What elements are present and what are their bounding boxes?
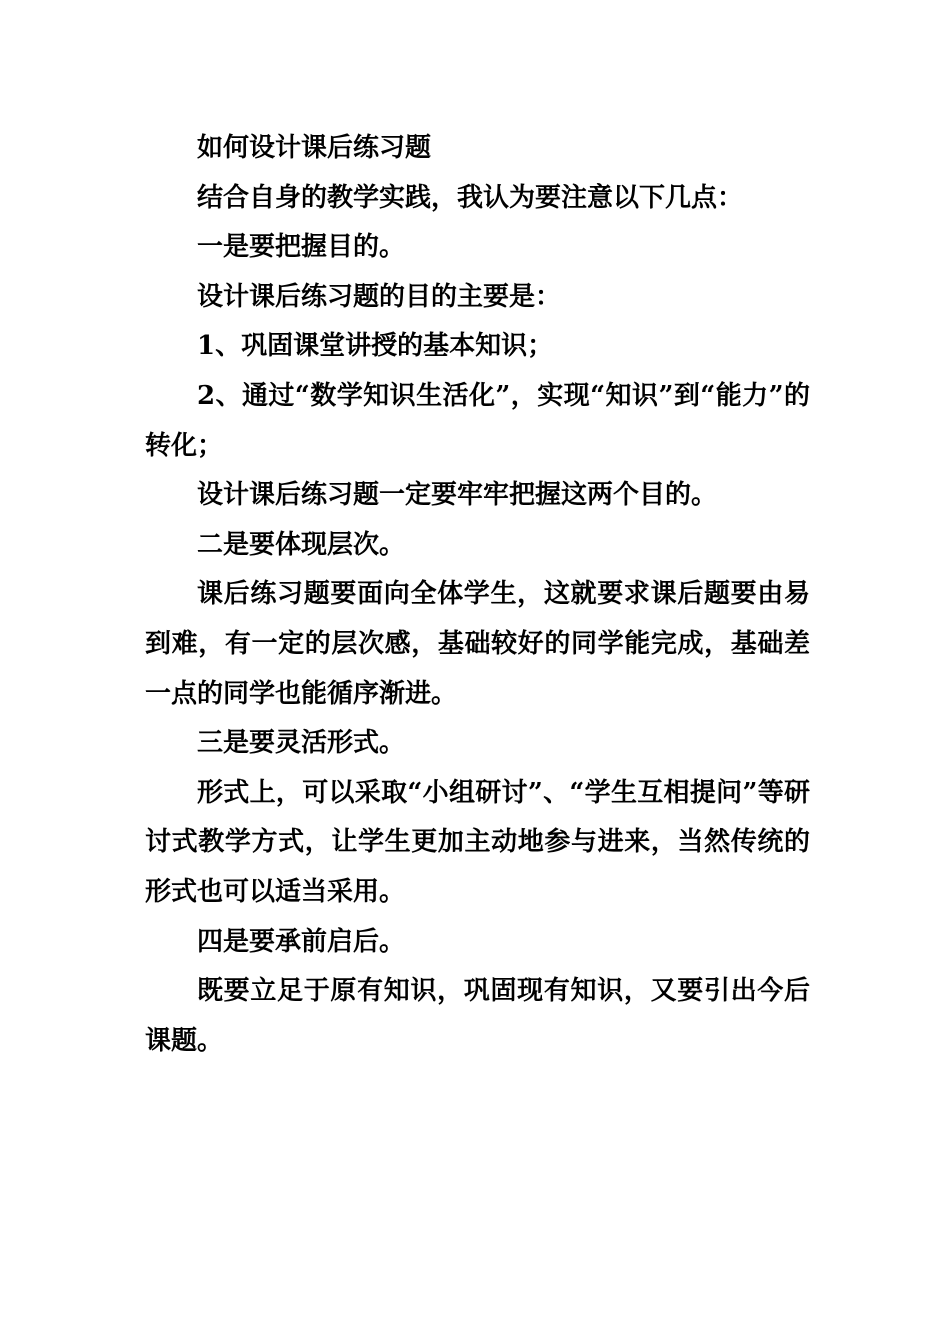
- document-title: 如何设计课后练习题: [197, 133, 432, 163]
- list-item-2: 2、通过“数学知识生活化”，实现“知识”到“能力”的转化；: [145, 380, 810, 461]
- heading-point-one: 一是要把握目的。: [197, 232, 406, 263]
- heading-point-four: 四是要承前启后。: [197, 926, 406, 957]
- paragraph-intro: 结合自身的教学实践，我认为要注意以下几点：: [197, 182, 744, 213]
- paragraph-continuity: 既要立足于原有知识，巩固现有知识，又要引出今后课题。: [145, 976, 810, 1056]
- heading-point-three: 三是要灵活形式。: [197, 728, 406, 759]
- paragraph-forms: 形式上，可以采取“小组研讨”、“学生互相提问”等研讨式教学方式，让学生更加主动地参与进来，当然传统的形式也可以适当采用。: [145, 777, 810, 907]
- paragraph-purpose-summary: 设计课后练习题一定要牢牢把握这两个目的。: [197, 480, 718, 511]
- paragraph-purpose: 设计课后练习题的目的主要是：: [197, 281, 562, 312]
- paragraph-levels: 课后练习题要面向全体学生，这就要求课后题要由易到难，有一定的层次感，基础较好的同学能完成，基础差一点的同学也能循序渐进。: [145, 579, 810, 709]
- heading-point-two: 二是要体现层次。: [197, 529, 406, 560]
- list-item-1: 1、巩固课堂讲授的基本知识；: [197, 331, 554, 362]
- document-body: [145, 124, 810, 1066]
